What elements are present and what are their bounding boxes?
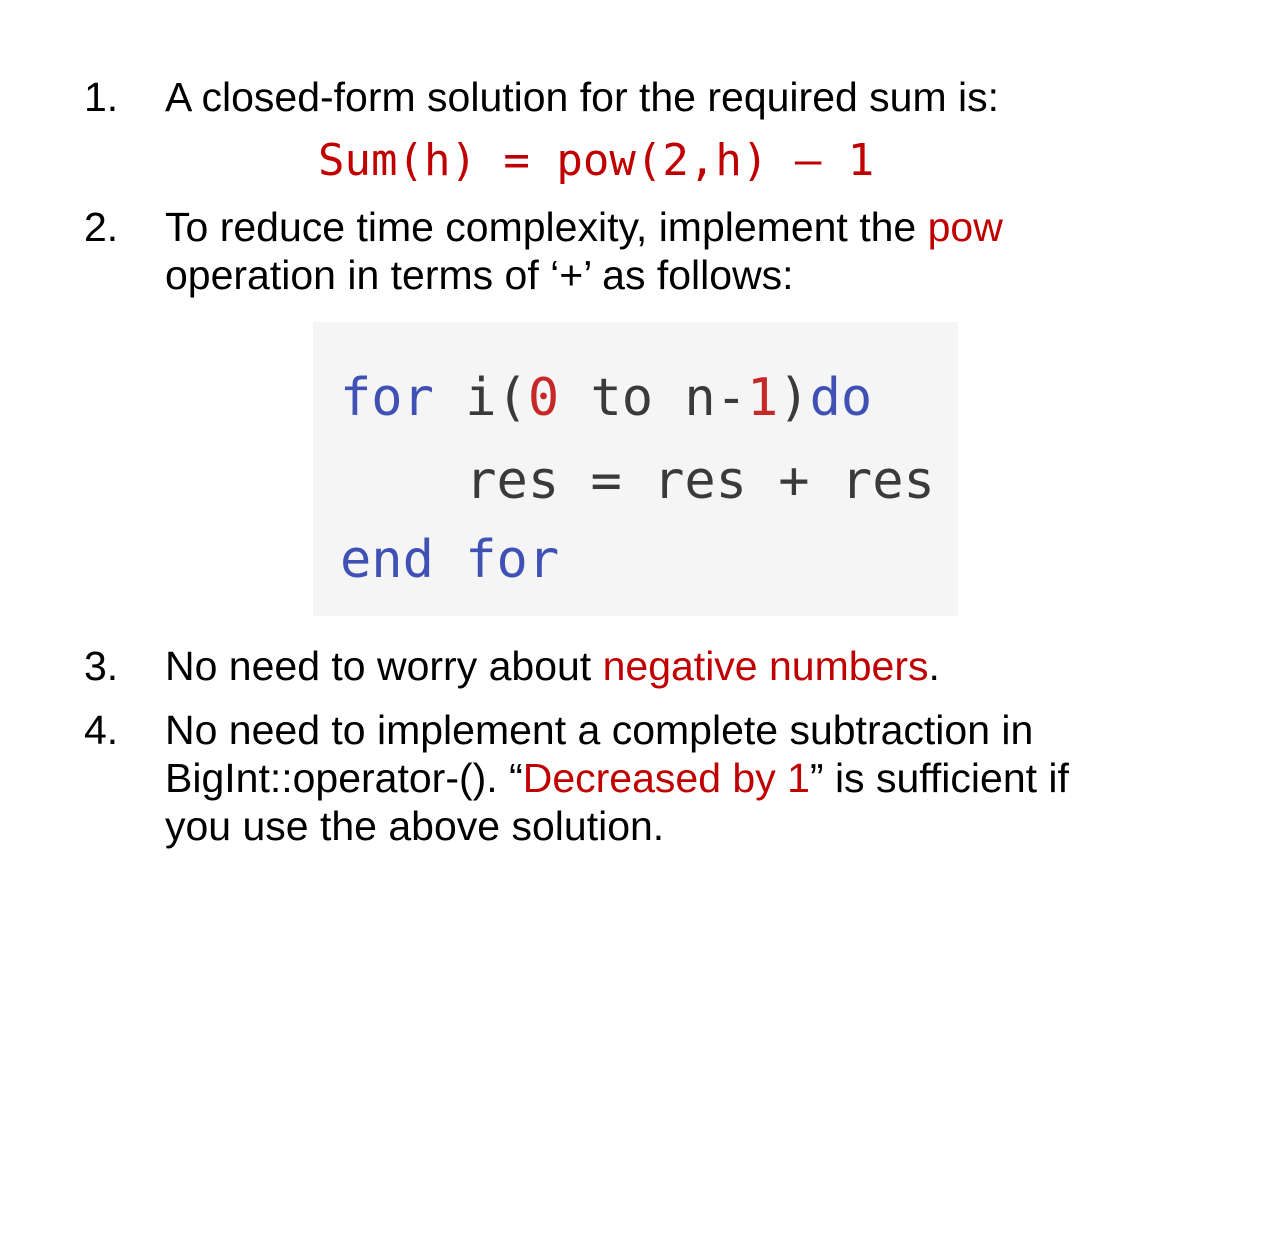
- code-text: ): [778, 368, 810, 428]
- list-text-4-line3: you use the above solution.: [165, 803, 665, 849]
- list-text-2-line1: To reduce time complexity, implement the: [165, 204, 928, 250]
- list-text-3: [165, 642, 1245, 690]
- code-text: i(: [433, 368, 528, 428]
- formula: Sum(h) = pow(2,h) – 1: [318, 135, 875, 186]
- code-keyword-for: for: [340, 368, 434, 428]
- list-number-1: 1.: [84, 74, 119, 120]
- code-keyword-end: end: [340, 530, 434, 590]
- pow-highlight: pow: [927, 204, 1003, 250]
- code-line-2: res = res + res: [340, 451, 935, 511]
- list-number-3: 3.: [84, 643, 119, 689]
- code-keyword-do: do: [809, 368, 873, 428]
- code-text: to n-: [559, 368, 747, 428]
- list-text-4-line2-before: BigInt::operator-(). “: [165, 755, 523, 801]
- list-number-2: 2.: [84, 204, 119, 250]
- list-number-4: 4.: [84, 707, 119, 753]
- code-line-3: [340, 530, 559, 590]
- code-line-1: [340, 368, 872, 428]
- list-text-2: [165, 203, 1245, 299]
- list-text-2-line2: operation in terms of ‘+’ as follows:: [165, 252, 794, 298]
- list-text-4-line2-after: ” is sufficient if: [809, 755, 1069, 801]
- code-literal-0: 0: [527, 368, 560, 428]
- code-literal-1: 1: [747, 368, 779, 428]
- negative-numbers-highlight: negative numbers: [602, 643, 929, 689]
- code-space: [434, 530, 465, 590]
- code-keyword-for: for: [465, 530, 560, 590]
- list-text-4-line1: No need to implement a complete subtraction in: [165, 707, 1034, 753]
- list-text-3-before: No need to worry about: [165, 643, 603, 689]
- code-block: [313, 322, 958, 616]
- list-text-4: [165, 706, 1245, 850]
- decreased-by-1-highlight: Decreased by 1: [522, 755, 810, 801]
- list-text-1: A closed-form solution for the required sum is:: [165, 74, 1000, 120]
- list-text-3-after: .: [928, 643, 940, 689]
